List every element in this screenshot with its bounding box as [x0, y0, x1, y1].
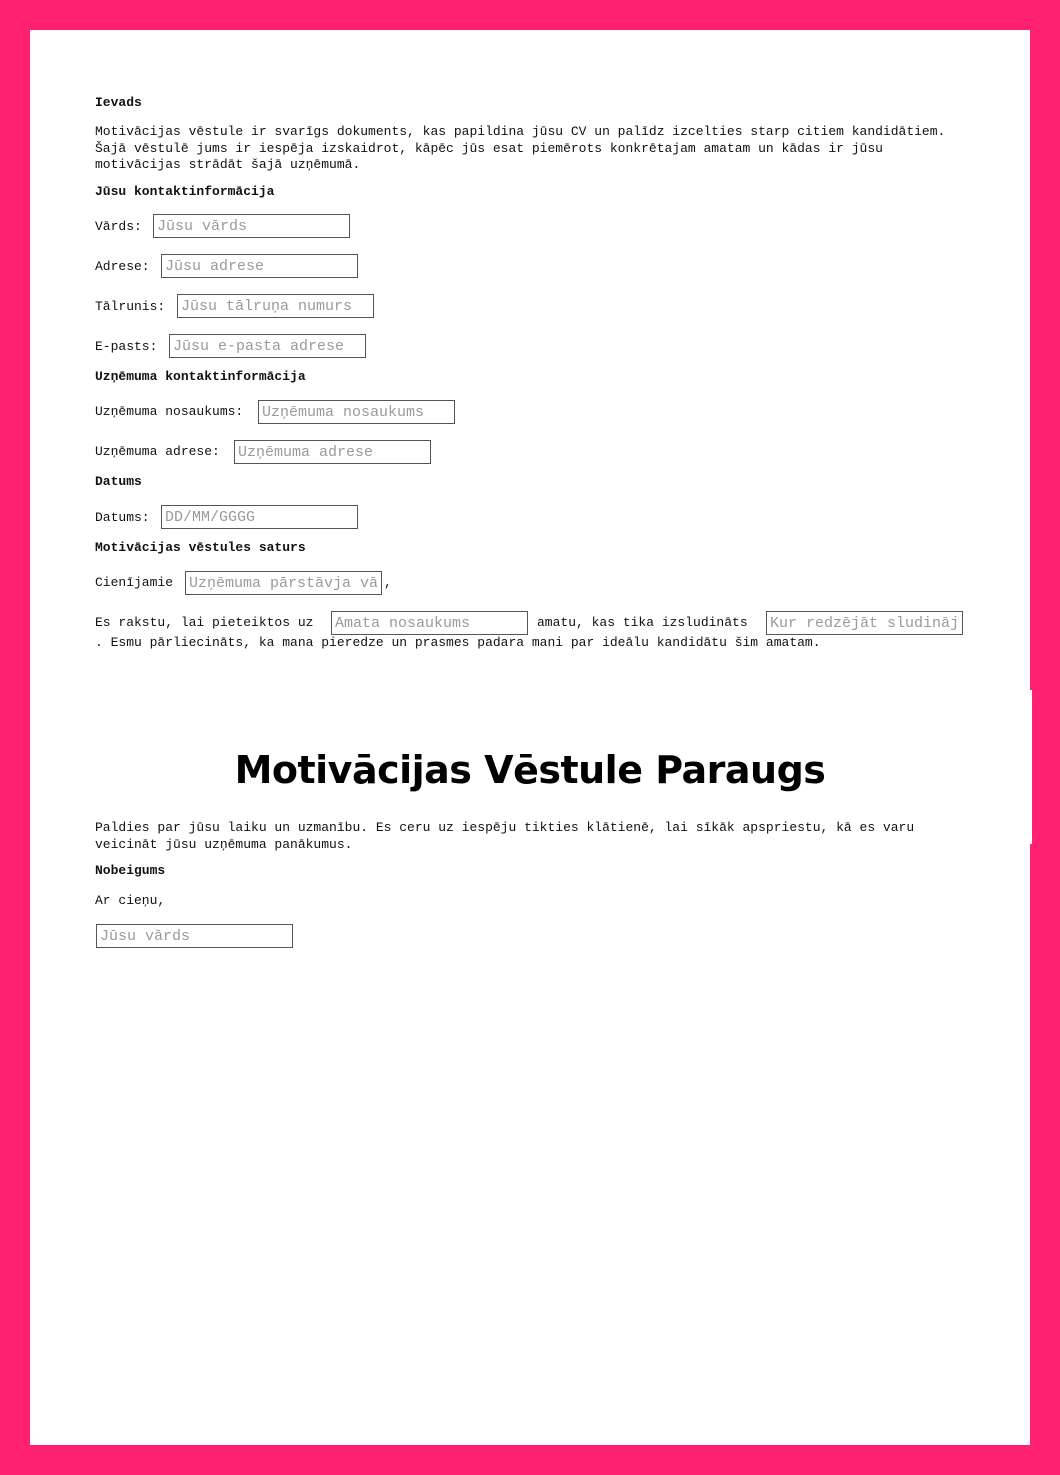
closing-heading: Nobeigums — [95, 863, 166, 878]
contact-heading: Jūsu kontaktinformācija — [95, 184, 275, 199]
company-address-input[interactable] — [234, 440, 431, 464]
company-name-input[interactable] — [258, 400, 455, 424]
address-label: Adrese: — [95, 259, 150, 274]
email-input[interactable] — [169, 334, 366, 358]
body-end-text: . Esmu pārliecināts, ka mana pieredze un prasmes padara mani par ideālu kandidātu šim amatam. — [95, 635, 821, 650]
date-heading: Datums — [95, 474, 142, 489]
company-name-label: Uzņēmuma nosaukums: — [95, 404, 244, 419]
position-input[interactable] — [331, 611, 528, 635]
name-input[interactable] — [153, 214, 350, 238]
greeting-comma: , — [384, 575, 392, 590]
content-heading: Motivācijas vēstules saturs — [95, 540, 306, 555]
signature-input[interactable] — [96, 924, 293, 948]
company-address-label: Uzņēmuma adrese: — [95, 444, 220, 459]
name-label: Vārds: — [95, 219, 142, 234]
source-input[interactable] — [766, 611, 963, 635]
company-heading: Uzņēmuma kontaktinformācija — [95, 369, 306, 384]
address-input[interactable] — [161, 254, 358, 278]
thanks-paragraph: Paldies par jūsu laiku un uzmanību. Es ceru uz iespēju tikties klātienē, lai sīkāk apspriestu, kā es varu veicināt jūsu uzņēmuma panākumus. — [95, 820, 915, 852]
intro-paragraph: Motivācijas vēstule ir svarīgs dokuments, kas papildina jūsu CV un palīdz izcelties starp citiem kandidātiem. Šajā vēstulē jums ir iespēja izskaidrot, kāpēc jūs esat piemērots konkrētajam amatam un kādas ir jūsu motivācijas strādāt šajā uzņēmumā. — [95, 124, 946, 172]
recipient-name-input[interactable] — [185, 571, 382, 595]
body-start-text: Es rakstu, lai pieteiktos uz — [95, 615, 314, 630]
page-title: Motivācijas Vēstule Paraugs — [234, 748, 826, 792]
phone-label: Tālrunis: — [95, 299, 166, 314]
body-mid-text: amatu, kas tika izsludināts — [537, 615, 748, 630]
phone-input[interactable] — [177, 294, 374, 318]
email-label: E-pasts: — [95, 339, 158, 354]
date-input[interactable] — [161, 505, 358, 529]
document-page — [30, 30, 1030, 1445]
intro-heading: Ievads — [95, 95, 142, 110]
date-label: Datums: — [95, 510, 150, 525]
regards-text: Ar cieņu, — [95, 893, 166, 908]
greeting-text: Cienījamie — [95, 575, 174, 590]
